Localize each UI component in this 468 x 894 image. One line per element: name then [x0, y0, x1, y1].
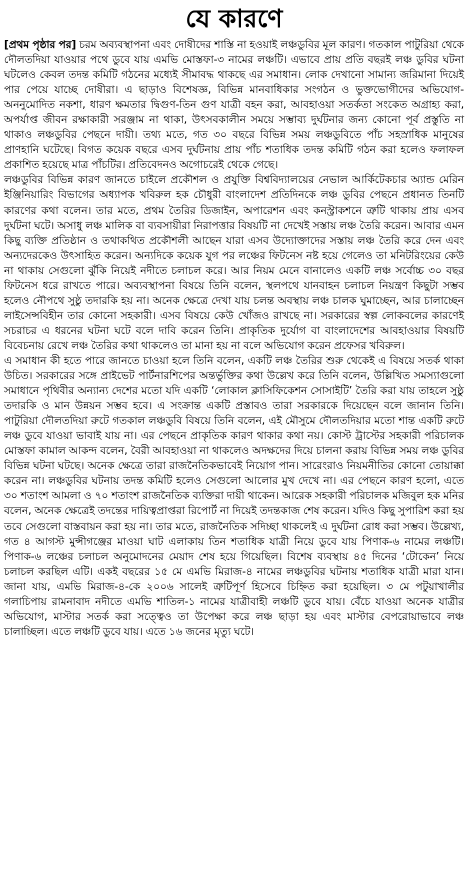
article-paragraph: লঞ্চডুবির বিভিন্ন কারণ জানতে চাইলে প্রকৌশল ও প্রযুক্তি বিশ্ববিদ্যালয়ের নেভাল আর্কিটেকচার অ্যান্ড মেরিন ইঞ্জিনিয়ারিং বিভাগের অধ্যাপক খবিরুল হক চৌধুরী বাংলাদেশ প্রতিদিনকে লঞ্চ ডুবির পেছনে প্রধানত তিনটি কারণের কথা বলেন। তার মতে, প্রথম তৈরির ডিজাইন, অপারেশন এবং কনস্ট্রাকশনে ত্রুটি থাকায় প্রায় এসব দুর্ঘটনা ঘটে। অসাধু লঞ্চ মালিক বা ব্যবসায়ীরা নিরাপত্তার বিষয়টি না দেখেই সস্তায় লঞ্চ তৈরি করেন। আবার এমন কিছু ব্যক্তি প্রতিষ্ঠান ও তথাকথিত প্রকৌশলী আছেন যারা এসব উদ্যোক্তাদের সস্তায় লঞ্চ তৈরি করে দেন এবং অন্যদেরকেও উৎসাহিত করেন। অন্যদিকে কয়েক যুগ পর লঞ্চের ফিটনেস নষ্ট হয়ে গেলেও তা মনিটরিংয়ের কেউ না থাকায় সেগুলো ঝুঁকি নিয়েই নদীতে চলাচল করে। আর নিয়ম মেনে বানালেও একটি লঞ্চ সর্বোচ্চ ৩০ বছর ফিটনেস ধরে রাখতে পারে। অব্যবস্থাপনা বিষয়ে তিনি বলেন, স্থলপথে যানবাহন চলাচল নিয়ন্ত্রণ কিছুটা সম্ভব হলেও নৌপথে সুষ্ঠু তদারকি হয় না। অনেক ক্ষেত্রে দেখা যায় চলন্ত অবস্থায় লঞ্চ চালক ঘুমাচ্ছেন, আর চালাচ্ছেন লাইসেন্সবিহীন তার কোনো সহকারী। এসব বিষয়ে কেউ খোঁজও রাখছে না। সরকারের স্বল্প লোকবলের কারণেই সচরাচর এ ধরনের ঘটনা ঘটে বলে দাবি করেন তিনি। প্রাকৃতিক দুর্যোগ বা বাংলাদেশের আবহাওয়ার বিষয়টি বিবেচনায় রেখে লঞ্চ তৈরির কথা থাকলেও তা মানা হয় না বলে অভিযোগ করেন প্রফেসর খবিরুল। [4, 174, 464, 352]
paragraph-text: চরম অব্যবস্থাপনা এবং দোষীদের শাস্তি না হওয়াই লঞ্চডুবির মূল কারণ। গতকাল পাটুরিয়া থেকে দৌলতদিয়া যাওয়ার পথে ডুবে যায় এমভি মোস্তফা-৩ নামের লঞ্চটি। এভাবে প্রায় প্রতি বছরই লঞ্চ ডুবির ঘটনা ঘটলেও কেবল তদন্ত কমিটি গঠনের মধ্যেই সীমাবদ্ধ থাকছে এর সমাধান। লোক দেখানো সামান্য জরিমানা দিয়েই পার পেয়ে যাচ্ছে দোষীরা। এ ছাড়াও বিশেষজ্ঞ, বিভিন্ন মানবাধিকার সংগঠন ও ভুক্তভোগীদের অভিযোগ- অননুমোদিত নকশা, ধারণ ক্ষমতার দ্বিগুণ-তিন গুণ যাত্রী বহন করা, আবহাওয়া সতর্কতা সংকেত অগ্রাহ্য করা, অপর্যাপ্ত জীবন রক্ষাকারী সরঞ্জাম না থাকা, উৎসবকালীন সময়ে সম্ভাব্য দুর্ঘটনার জন্য কোনো পূর্ব প্রস্তুতি না থাকাও লঞ্চডুবির পেছনে দায়ী। তথ্য মতে, গত ৩০ বছরে বিভিন্ন সময় লঞ্চডুবিতে পাঁচ সহস্রাধিক মানুষের প্রাণহানি ঘটেছে। বিগত কয়েক বছরে এসব দুর্ঘটনায় প্রায় পাঁচ শতাধিক তদন্ত কমিটি গঠন করা হলেও ফলাফল প্রকাশিত হয়েছে মাত্র পাঁচটির। প্রতিবেদনও অগোচরেই থেকে গেছে। [4, 39, 464, 172]
continuation-kicker: [প্রথম পৃষ্ঠার পর] [4, 39, 77, 51]
article-paragraph [4, 38, 464, 173]
headline: যে কারণে [185, 4, 283, 33]
article-paragraph: এ সমাধান কী হতে পারে জানতে চাওয়া হলে তিনি বলেন, একটি লঞ্চ তৈরির শুরু থেকেই এ বিষয়ে সতর্ক থাকা উচিত। সরকারের সঙ্গে প্রাইভেট পার্টনারশিপের অন্তর্ভুক্তির কথা উল্লেখ করে তিনি বলেন, উল্লিখিত সমস্যাগুলো সমাধানে পৃথিবীর অন্যান্য দেশের মতো যদি একটি ‘লোকাল ক্লাসিফিকেশন সোসাইটি’ তৈরি করা যায় তাহলে সুষ্ঠু তদারকি ও মান উন্নয়ন সম্ভব হবে। এ সংক্রান্ত একটি প্রস্তাবও তারা সরকারকে দিয়েছেন বলে জানান তিনি। পাটুরিয়া দৌলতদিয়া রুটে গতকাল লঞ্চডুবি বিষয়ে তিনি বলেন, এই মৌসুমে দৌলতদিয়ার মতো শান্ত একটি রুটে লঞ্চ ডুবে যাওয়া ভাবাই যায় না। এর পেছনে প্রাকৃতিক কারণ থাকার কথা নয়। কোস্ট ট্রাস্টের সহকারী পরিচালক মোস্তফা কামাল আকন্দ বলেন, বৈরী আবহাওয়া না থাকলেও অদক্ষদের দিয়ে চালনা করায় বিভিন্ন সময় লঞ্চ ডুবির বিভিন্ন ঘটনা ঘটছে। অনেক ক্ষেত্রে তারা রাজনৈতিকভাবেই নিয়োগ পান। সারেংরাও নিয়মনীতির কোনো তোয়াক্কা করেন না। লঞ্চডুবির ঘটনায় তদন্ত কমিটি হলেও সেগুলো আলোর মুখ দেখে না। এর পেছনে কারণ হলো, এতে ৩০ শতাংশ আমলা ও ৭০ শতাংশ রাজনৈতিক ব্যক্তিরা দায়ী থাকেন। আরেক সহকারী পরিচালক মজিবুল হক মনির বলেন, অনেক ক্ষেত্রেই তদন্তের দায়িত্বপ্রাপ্তরা রিপোর্ট না দিয়েই তদন্তকাজ শেষ করেন। যদিও কিছু সুপারিশ করা হয় তবে সেগুলো বাস্তবায়ন করা হয় না। তার মতে, রাজনৈতিক সদিচ্ছা থাকলেই এ দুর্ঘটনা রোধ করা সম্ভব। উল্লেখ্য, গত ৪ আগস্ট মুন্সীগঞ্জের মাওয়া ঘাট এলাকায় তিন শতাধিক যাত্রী নিয়ে ডুবে যায় পিণাক-৬ নামের লঞ্চটি। পিণাক-৬ লঞ্চের চলাচল অনুমোদনের মেয়াদ শেষ হয়ে গিয়েছিল। বিশেষ ব্যবস্থায় ৪৫ দিনের ‘টোকেন’ নিয়ে চলাচল করছিল এটি। একই বছরের ১৫ মে এমভি মিরাজ-৪ নামের লঞ্চডুবির ঘটনায় শতাধিক যাত্রী মারা যান। জানা যায়, এমভি মিরাজ-৪-কে ২০০৬ সালেই ত্রুটিপূর্ণ হিসেবে চিহ্নিত করা হয়েছিল। ৩ মে পটুয়াখালীর গলাচিপায় রামনাবাদ নদীতে এমভি শাতিল-১ নামের যাত্রীবাহী লঞ্চটি ডুবে যায়। বেঁচে যাওয়া অনেক যাত্রীর অভিযোগ, মাস্টার সতর্ক করা সত্ত্বেও তা উপেক্ষা করে লঞ্চ ছাড়া হয় এবং মাস্টার বেপরোয়াভাবে লঞ্চ চালাচ্ছিল। এতে লঞ্চটি ডুবে যায়। এতে ১৬ জনের মৃত্যু ঘটে। [4, 354, 464, 638]
article-body [4, 38, 464, 640]
